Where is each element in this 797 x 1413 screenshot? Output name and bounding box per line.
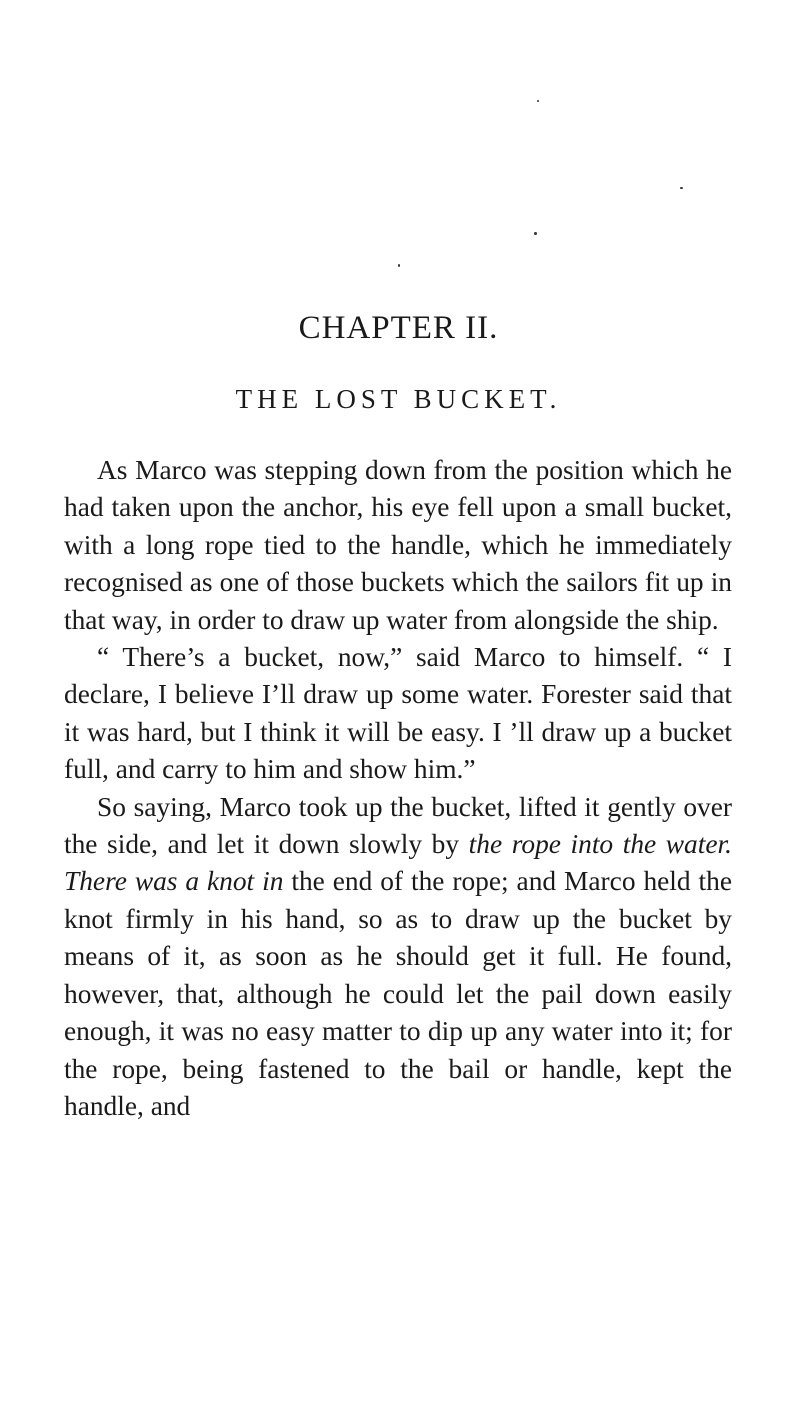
paragraph-text: the end of the rope; and Marco held the knot firmly in his hand, so as to draw up the bucket by means of it, as soon as he should get it full. He found, however, that, although he could let the pail down easily enough, it was no easy matter to dip up any water into it; for the rope, being fastened to the bail or handle, kept the handle, and	[64, 866, 733, 1121]
paragraph: As Marco was stepping down from the position which he had taken upon the anchor, his eye fell upon a small bucket, with a long rope tied to the handle, which he immediately recognised as one of those buckets which the sailors fit up in that way, in order to draw up water from alongside the ship.	[64, 455, 732, 635]
body-text	[64, 452, 732, 1125]
italic-text: the rope into the water. There was a knot in	[64, 829, 732, 897]
ink-speck	[398, 264, 400, 267]
chapter-title: CHAPTER II.	[298, 310, 499, 346]
ink-speck	[537, 100, 539, 102]
ink-speck	[680, 187, 683, 189]
paragraph	[64, 789, 732, 1126]
paragraph-text: So saying, Marco took up the bucket, lifted it gently over the side, and let it down slowly by	[64, 791, 732, 860]
chapter-subtitle: THE LOST BUCKET.	[235, 384, 562, 414]
paragraph: “ There’s a bucket, now,” said Marco to himself. “ I declare, I believe I’ll draw up some water. Forester said that it was hard, but I think it will be easy. I ’ll draw up a bucket full, and carry to him and show him.”	[64, 642, 732, 785]
ink-speck	[534, 232, 537, 235]
